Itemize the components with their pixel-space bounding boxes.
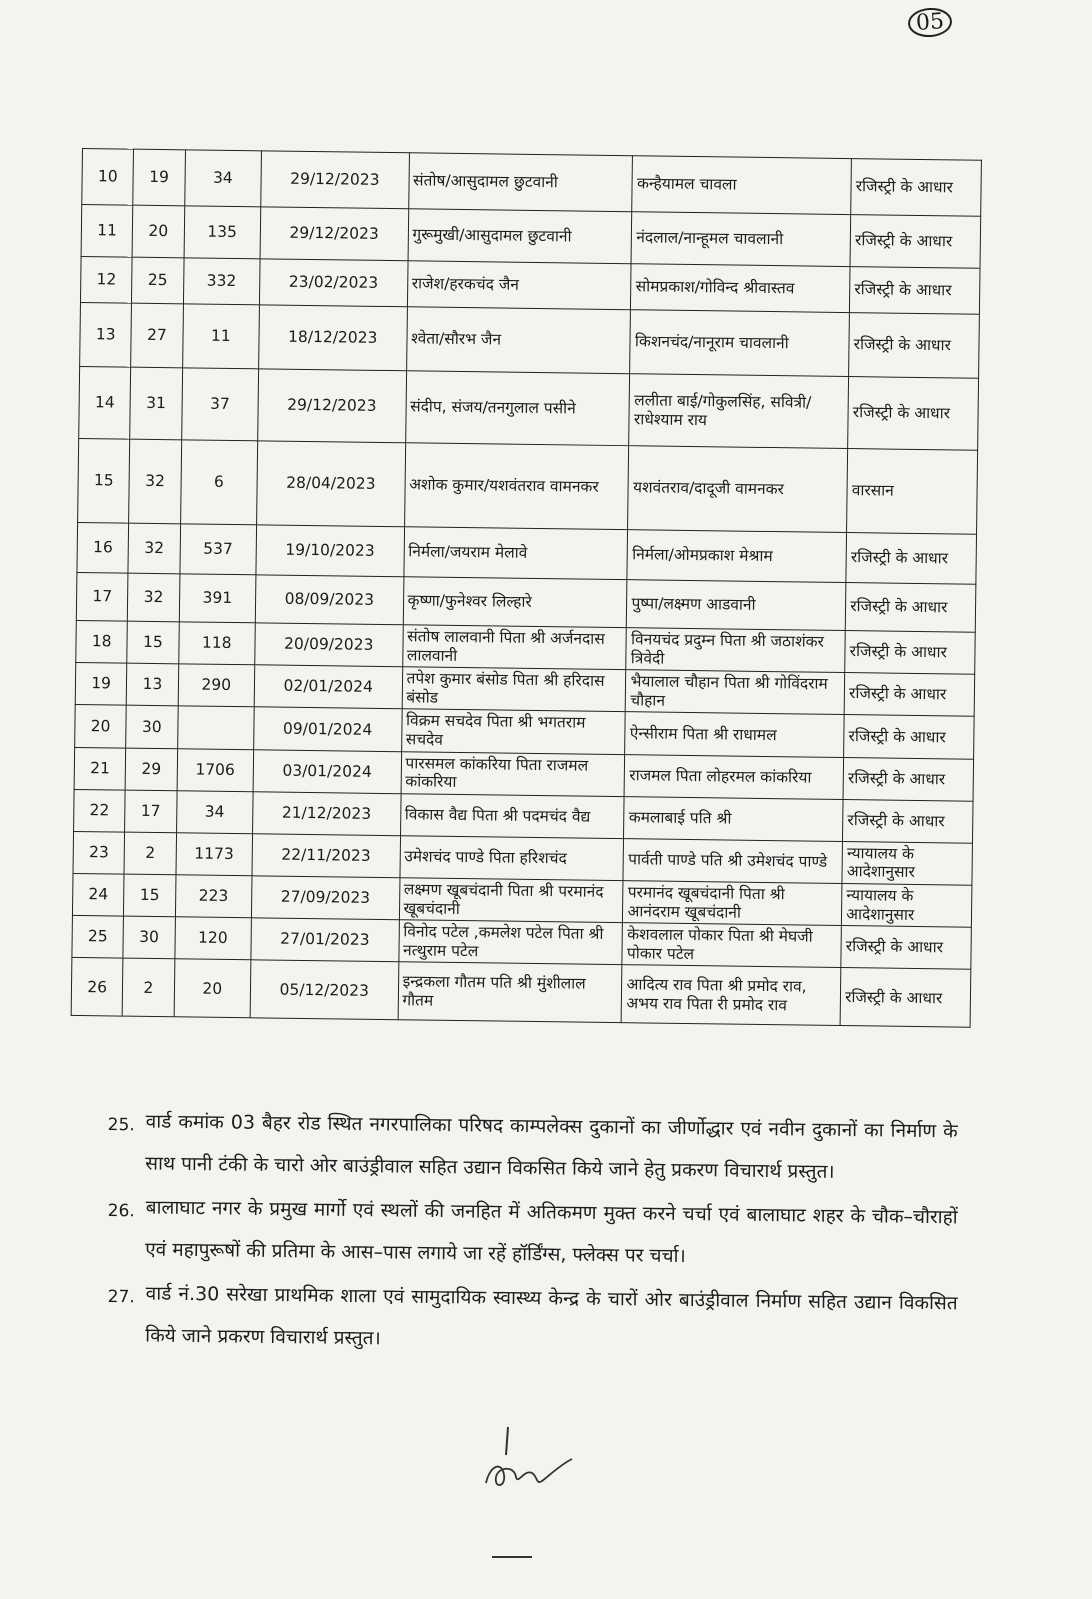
agenda-item <box>107 1186 958 1280</box>
date-cell: 27/01/2023 <box>251 918 399 962</box>
holder-name-cell: संतोष लालवानी पिता श्री अर्जनदास लालवानी <box>402 625 626 670</box>
plot-cell: 11 <box>182 304 259 369</box>
agenda-item-text: वार्ड कमांक 03 बैहर रोड स्थित नगरपालिका परिषद काम्पलेक्स दुकानों का जीर्णोद्धार एवं नवीन दुकानों का निर्माण के साथ पानी टंकी के चारो ओर बाउंड्रीवाल सहित उद्यान विकसित किये जाने हेतु प्रकरण विचारार्थ प्रस्तुत। <box>145 1110 958 1183</box>
serial-cell: 12 <box>80 256 132 303</box>
agenda-item-text: बालाघाट नगर के प्रमुख मार्गो एवं स्थलों की जनहित में अतिकमण मुक्त करने चर्चा एवं बालाघाट शहर के चौक–चौराहों एवं महापुरूषों की प्रतिमा के आस–पास लगाये जा रहें हॉर्डिंग्स, फ्लेक्स पर चर्चा। <box>145 1196 958 1268</box>
holder-name-cell: अशोक कुमार/यशवंतराव वामनकर <box>404 443 629 530</box>
serial-cell: 25 <box>72 916 124 959</box>
serial-cell: 14 <box>79 366 131 439</box>
khasra-cell: 19 <box>133 149 185 206</box>
khasra-cell: 30 <box>126 706 178 749</box>
plot-cell: 118 <box>178 622 255 665</box>
khasra-cell: 31 <box>130 367 182 440</box>
transferee-cell: केशवलाल पोकार पिता श्री मेघजी पोकार पटेल <box>622 923 841 968</box>
date-cell: 20/09/2023 <box>255 623 403 667</box>
date-cell: 29/12/2023 <box>258 369 406 443</box>
khasra-cell: 29 <box>125 748 177 791</box>
plot-cell: 1706 <box>177 748 254 791</box>
table-row <box>79 366 979 450</box>
transferee-cell: विनयचंद प्रदुम्न पिता श्री जठाशंकर त्रिवेदी <box>626 628 845 673</box>
holder-name-cell: संदीप, संजय/तनगुलाल पसीने <box>405 371 630 446</box>
khasra-cell: 15 <box>127 621 179 664</box>
khasra-cell: 25 <box>132 257 184 304</box>
transferee-cell: पुष्पा/लक्ष्मण आडवानी <box>627 580 846 631</box>
khasra-cell: 27 <box>131 303 183 368</box>
holder-name-cell: इन्द्रकला गौतम पति श्री मुंशीलाल गौतम <box>398 962 623 1023</box>
basis-cell: रजिस्ट्री के आधार <box>843 757 973 801</box>
khasra-cell: 2 <box>122 958 174 1017</box>
khasra-cell: 13 <box>126 663 178 706</box>
serial-cell: 18 <box>76 620 128 663</box>
plot-cell: 120 <box>174 917 251 960</box>
holder-name-cell: तपेश कुमार बंसोड पिता श्री हरिदास बंसोड <box>402 667 626 712</box>
khasra-cell: 15 <box>124 874 176 917</box>
transferee-cell: ऐन्सीराम पिता श्री राधामल <box>625 712 844 757</box>
date-cell: 05/12/2023 <box>250 960 398 1020</box>
agenda-item <box>107 1272 958 1366</box>
transferee-cell: कमलाबाई पति श्री <box>624 796 843 841</box>
agenda-item-number: 25. <box>107 1114 135 1136</box>
basis-cell: रजिस्ट्री के आधार <box>840 968 971 1028</box>
khasra-cell: 30 <box>123 916 175 959</box>
holder-name-cell: विनोद पटेल ,कमलेश पटेल पिता श्री नत्थुराम पटेल <box>398 920 622 965</box>
holder-name-cell: निर्मला/जयराम मेलावे <box>403 527 628 580</box>
basis-cell: रजिस्ट्री के आधार <box>843 799 973 843</box>
plot-cell: 20 <box>174 959 251 1018</box>
serial-cell: 10 <box>82 149 134 206</box>
holder-name-cell: उमेशचंद पाण्डे पिता हरिशचंद <box>399 835 623 880</box>
plot-cell: 223 <box>175 875 252 918</box>
plot-cell: 537 <box>179 524 256 575</box>
basis-cell: रजिस्ट्री के आधार <box>848 377 979 451</box>
transferee-cell: भैयालाल चौहान पिता श्री गोविंदराम चौहान <box>626 670 845 715</box>
plot-cell: 34 <box>176 791 253 834</box>
plot-cell: 135 <box>184 206 261 259</box>
transferee-cell: आदित्य राव पिता श्री प्रमोद राव, अभय राव पिता री प्रमोद राव <box>622 965 841 1026</box>
date-cell: 21/12/2023 <box>252 792 400 836</box>
date-cell: 03/01/2024 <box>253 749 401 793</box>
plot-cell: 332 <box>183 258 260 305</box>
plot-cell: 290 <box>178 664 255 707</box>
serial-cell: 13 <box>80 302 132 367</box>
date-cell: 22/11/2023 <box>252 834 400 878</box>
plot-cell <box>177 706 254 749</box>
khasra-cell: 32 <box>129 439 181 524</box>
transferee-cell: सोमप्रकाश/गोविन्द श्रीवास्तव <box>631 264 850 313</box>
date-cell: 02/01/2024 <box>254 665 402 709</box>
page-number: 05 <box>907 7 953 39</box>
bottom-mark <box>492 1556 532 1558</box>
basis-cell: न्यायालय के आदेशानुसार <box>842 841 972 885</box>
holder-name-cell: राजेश/हरकचंद जैन <box>407 261 632 310</box>
serial-cell: 16 <box>77 522 129 573</box>
holder-name-cell: लक्ष्मण खूबचंदानी पिता श्री परमानंद खूबचंदानी <box>399 878 623 923</box>
date-cell: 29/12/2023 <box>261 151 409 209</box>
holder-name-cell: विक्रम सचदेव पिता श्री भगतराम सचदेव <box>401 709 625 754</box>
basis-cell: रजिस्ट्री के आधार <box>845 631 975 675</box>
agenda-item-number: 26. <box>107 1200 135 1222</box>
plot-cell: 34 <box>184 150 261 207</box>
transferee-cell: ललीता बाई/गोकुलसिंह, सवित्री/राधेश्याम राय <box>629 374 849 449</box>
transferee-cell: पार्वती पाण्डे पति श्री उमेशचंद पाण्डे <box>623 838 842 883</box>
agenda-item <box>107 1100 958 1194</box>
table-row <box>80 302 980 378</box>
holder-name-cell: संतोष/आसुदामल छुटवानी <box>408 153 633 212</box>
serial-cell: 23 <box>73 831 125 874</box>
khasra-cell: 32 <box>128 523 180 574</box>
agenda-item-number: 27. <box>107 1286 135 1308</box>
agenda-item-text: वार्ड नं.30 सरेखा प्राथमिक शाला एवं सामुदायिक स्वास्थ्य केन्द्र के चारों ओर बाउंड्रीवाल निर्माण सहित उद्यान विकसित किये जाने प्रकरण विचारार्थ प्रस्तुत। <box>145 1282 958 1350</box>
basis-cell: रजिस्ट्री के आधार <box>844 673 974 717</box>
basis-cell: रजिस्ट्री के आधार <box>845 583 975 633</box>
khasra-cell: 17 <box>125 790 177 833</box>
basis-cell: वारसान <box>847 449 978 535</box>
plot-cell: 37 <box>181 368 258 441</box>
table-row <box>78 438 978 534</box>
serial-cell: 24 <box>72 873 124 916</box>
serial-cell: 20 <box>75 705 127 748</box>
serial-cell: 11 <box>81 205 133 258</box>
serial-cell: 19 <box>75 663 127 706</box>
serial-cell: 15 <box>78 438 130 523</box>
date-cell: 19/10/2023 <box>256 525 404 577</box>
date-cell: 28/04/2023 <box>257 441 406 527</box>
serial-cell: 17 <box>76 572 128 621</box>
khasra-cell: 2 <box>124 832 176 875</box>
basis-cell: रजिस्ट्री के आधार <box>850 267 980 315</box>
records-table <box>71 148 982 1028</box>
holder-name-cell: विकास वैद्य पिता श्री पदमचंद वैद्य <box>400 793 624 838</box>
transferee-cell: राजमल पिता लोहरमल कांकरिया <box>625 754 844 799</box>
holder-name-cell: श्वेता/सौरभ जैन <box>406 307 631 374</box>
basis-cell: रजिस्ट्री के आधार <box>841 926 971 970</box>
plot-cell: 6 <box>180 440 257 525</box>
signature <box>480 1425 600 1495</box>
date-cell: 29/12/2023 <box>260 207 408 261</box>
transferee-cell: नंदलाल/नान्हूमल चावलानी <box>632 212 851 267</box>
basis-cell: रजिस्ट्री के आधार <box>844 715 974 759</box>
date-cell: 09/01/2024 <box>254 707 402 751</box>
holder-name-cell: कृष्णा/फुनेश्वर लिल्हारे <box>403 577 628 628</box>
agenda-paragraphs <box>108 1100 958 1358</box>
table-row <box>71 958 971 1028</box>
serial-cell: 22 <box>74 789 126 832</box>
date-cell: 18/12/2023 <box>259 305 407 371</box>
holder-name-cell: गुरूमुखी/आसुदामल छुटवानी <box>408 209 633 264</box>
holder-name-cell: पारसमल कांकरिया पिता राजमल कांकरिया <box>401 751 625 796</box>
transferee-cell: निर्मला/ओमप्रकाश मेश्राम <box>627 530 846 583</box>
basis-cell: रजिस्ट्री के आधार <box>850 215 980 269</box>
transferee-cell: यशवंतराव/दादूजी वामनकर <box>628 446 848 533</box>
basis-cell: रजिस्ट्री के आधार <box>851 159 982 217</box>
transferee-cell: परमानंद खूबचंदानी पिता श्री आनंदराम खूबचंदानी <box>623 881 842 926</box>
date-cell: 23/02/2023 <box>259 259 407 307</box>
date-cell: 08/09/2023 <box>255 575 403 625</box>
basis-cell: रजिस्ट्री के आधार <box>849 313 980 379</box>
khasra-cell: 20 <box>132 205 184 258</box>
transferee-cell: कन्हैयामल चावला <box>632 156 851 215</box>
plot-cell: 1173 <box>176 833 253 876</box>
records-table-body <box>71 149 981 1028</box>
serial-cell: 26 <box>71 958 123 1017</box>
date-cell: 27/09/2023 <box>251 876 399 920</box>
plot-cell: 391 <box>179 574 256 623</box>
basis-cell: रजिस्ट्री के आधार <box>846 533 976 585</box>
khasra-cell: 32 <box>128 573 180 622</box>
serial-cell: 21 <box>74 747 126 790</box>
basis-cell: न्यायालय के आदेशानुसार <box>842 883 972 927</box>
transferee-cell: किशनचंद/नानूराम चावलानी <box>630 310 850 377</box>
